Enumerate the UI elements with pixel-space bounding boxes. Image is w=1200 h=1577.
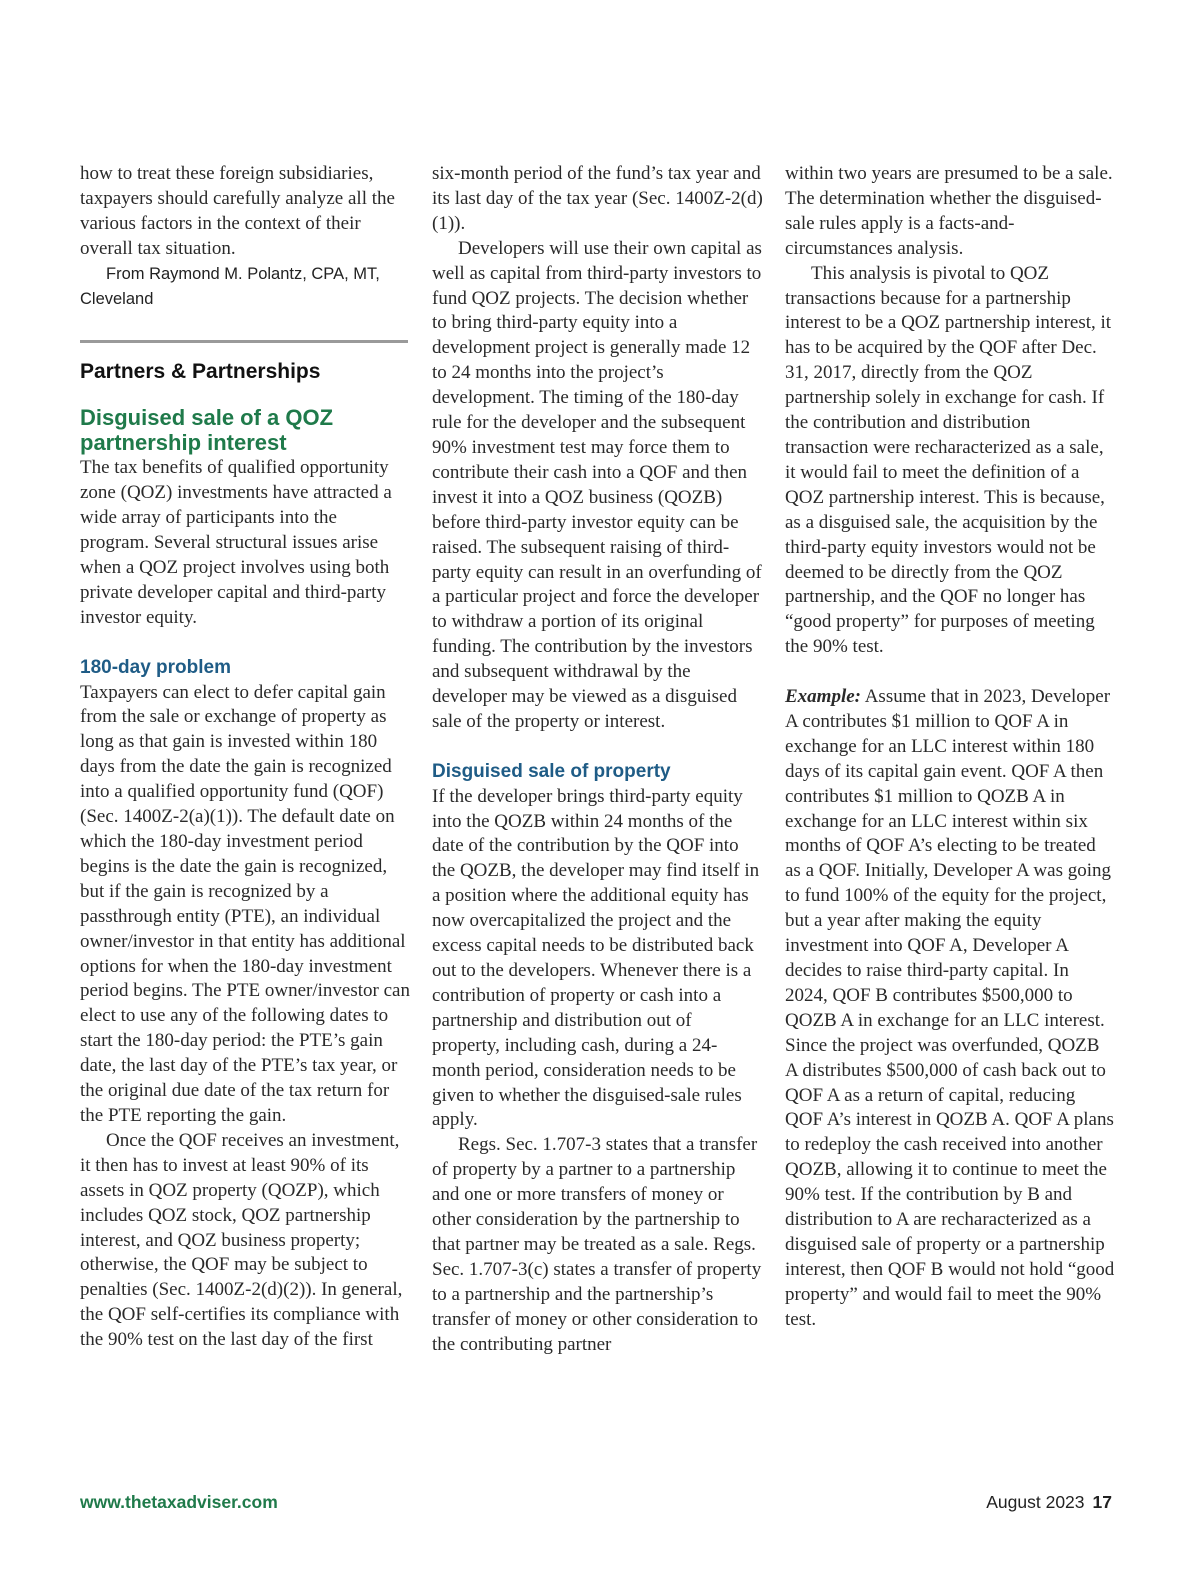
intro-paragraph: how to treat these foreign subsidiaries, taxpayers should carefully analyze all the various factors in the context of their overall tax situation.	[80, 163, 395, 259]
example-label: Example:	[785, 686, 861, 708]
article-paragraph: If the developer brings third-party equity into the QOZB within 24 months of the date of the contribution by the QOF into the QOZB, the developer may find itself in a position where the additional equity has now overcapitalized the project and the excess capital needs to be distributed back out to the developers. Whenever there is a contribution of property or cash into a partnership and distribution out of property, including cash, during a 24-month period, consideration needs to be given to whether the disguised-sale rules apply.	[432, 785, 760, 1131]
footer-website[interactable]: www.thetaxadviser.com	[80, 1492, 278, 1512]
article-paragraph: Developers will use their own capital as well as capital from third-party investors to fund QOZ projects. The decision whether to bring third-party equity into a development project is generally made 12 to 24 months into the project’s development. The timing of the 180-day rule for the developer and the subsequent 90% investment test may force them to contribute their cash into a QOF and then invest it into a QOZ business (QOZB) before third-party investor equity can be raised. The subsequent raising of third-party equity can result in an overfunding of a particular project and force the developer to withdraw a portion of its original funding. The contribution by the investors and subsequent withdrawal by the developer may be viewed as a disguised sale of the property or interest.	[432, 237, 762, 732]
author-byline: From Raymond M. Polantz, CPA, MT, Cleveland	[80, 264, 380, 308]
example-text: Assume that in 2023, Developer A contributes $1 million to QOF A in exchange for an LLC interest within 180 days of its capital gain event. QOF A then contributes $1 million to QOZB A in exchange for an LLC interest within six months of QOF A’s electing to be treated as a QOF. Initially, Developer A was going to fund 100% of the equity for the project, but a year after making the equity investment into QOF A, Developer A decides to raise third-party capital. In 2024, QOF B contributes $500,000 to QOZB A in exchange for an LLC interest. Since the project was overfunded, QOZB A distributes $500,000 of cash back out to QOF A as a return of capital, reducing QOF A’s interest in QOZB A. QOF A plans to redeploy the cash received into another QOZB, allowing it to continue to meet the 90% test. If the contribution by B and distribution to A are recharacterized as a disguised sale of property or a partnership interest, then QOF B would not hold “good property” and would fail to meet the 90% test.	[785, 686, 1115, 1330]
footer-date-page	[986, 1492, 1112, 1513]
article-paragraph: Taxpayers can elect to defer capital gain from the sale or exchange of property as long as that gain is invested within 180 days from the date the gain is recognized into a qualified opportunity fund (QOF) (Sec. 1400Z-2(a)(1)). The default date on which the 180-day investment period begins is the date the gain is recognized, but if the gain is recognized by a passthrough entity (PTE), an individual owner/investor in that entity has additional options for when the 180-day investment period begins. The PTE owner/investor can elect to use any of the following dates to start the 180-day period: the PTE’s gain date, the last day of the PTE’s tax year, or the original due date of the tax return for the PTE reporting the gain.	[80, 681, 410, 1126]
subheading-disguised-sale: Disguised sale of property	[432, 760, 671, 782]
article-paragraph: This analysis is pivotal to QOZ transactions because for a partnership interest to be a QOZ partnership interest, it has to be acquired by the QOF after Dec. 31, 2017, directly from the QOZ partnership solely in exchange for cash. If the contribution and distribution transaction were recharacterized as a sale, it would fail to meet the definition of a QOZ partnership interest. This is because, as a disguised sale, the acquisition by the third-party equity investors would not be deemed to be directly from the QOZ partnership, and the QOF no longer has “good property” for purposes of meeting the 90% test.	[785, 262, 1112, 658]
subheading-180-day: 180-day problem	[80, 656, 231, 678]
article-paragraph: Once the QOF receives an investment, it then has to invest at least 90% of its assets in QOZ property (QOZP), which includes QOZ stock, QOZ partnership interest, and QOZ business property; otherwise, the QOF may be subject to penalties (Sec. 1400Z-2(d)(2)). In general, the QOF self-certifies its compliance with the 90% test on the last day of the first	[80, 1129, 403, 1351]
page-number: 17	[1092, 1492, 1112, 1512]
column-2	[432, 162, 764, 1357]
article-paragraph: Regs. Sec. 1.707-3 states that a transfer of property by a partner to a partnership and one or more transfers of money or other consideration by the partnership to that partner may be treated as a sale. Regs. Sec. 1.707-3(c) states a transfer of property to a partnership and the partnership’s transfer of money or other consideration to the contributing partner	[432, 1134, 762, 1355]
footer-date: August 2023	[986, 1492, 1085, 1512]
article-paragraph: The tax benefits of qualified opportunity zone (QOZ) investments have attracted a wide array of participants into the program. Several structural issues arise when a QOZ project involves using both private developer capital and third-party investor equity.	[80, 457, 392, 628]
column-3	[785, 162, 1115, 1333]
column-1	[80, 162, 410, 1353]
section-title: Partners & Partnerships	[80, 360, 321, 384]
article-paragraph: six-month period of the fund’s tax year and its last day of the tax year (Sec. 1400Z-2(d)(1)).	[432, 163, 763, 234]
example-block	[785, 685, 1115, 1333]
section-divider	[80, 340, 408, 343]
article-paragraph: within two years are presumed to be a sale. The determination whether the disguised-sale rules apply is a facts-and-circumstances analysis.	[785, 163, 1113, 259]
article-title: Disguised sale of a QOZ partnership interest	[80, 405, 334, 456]
